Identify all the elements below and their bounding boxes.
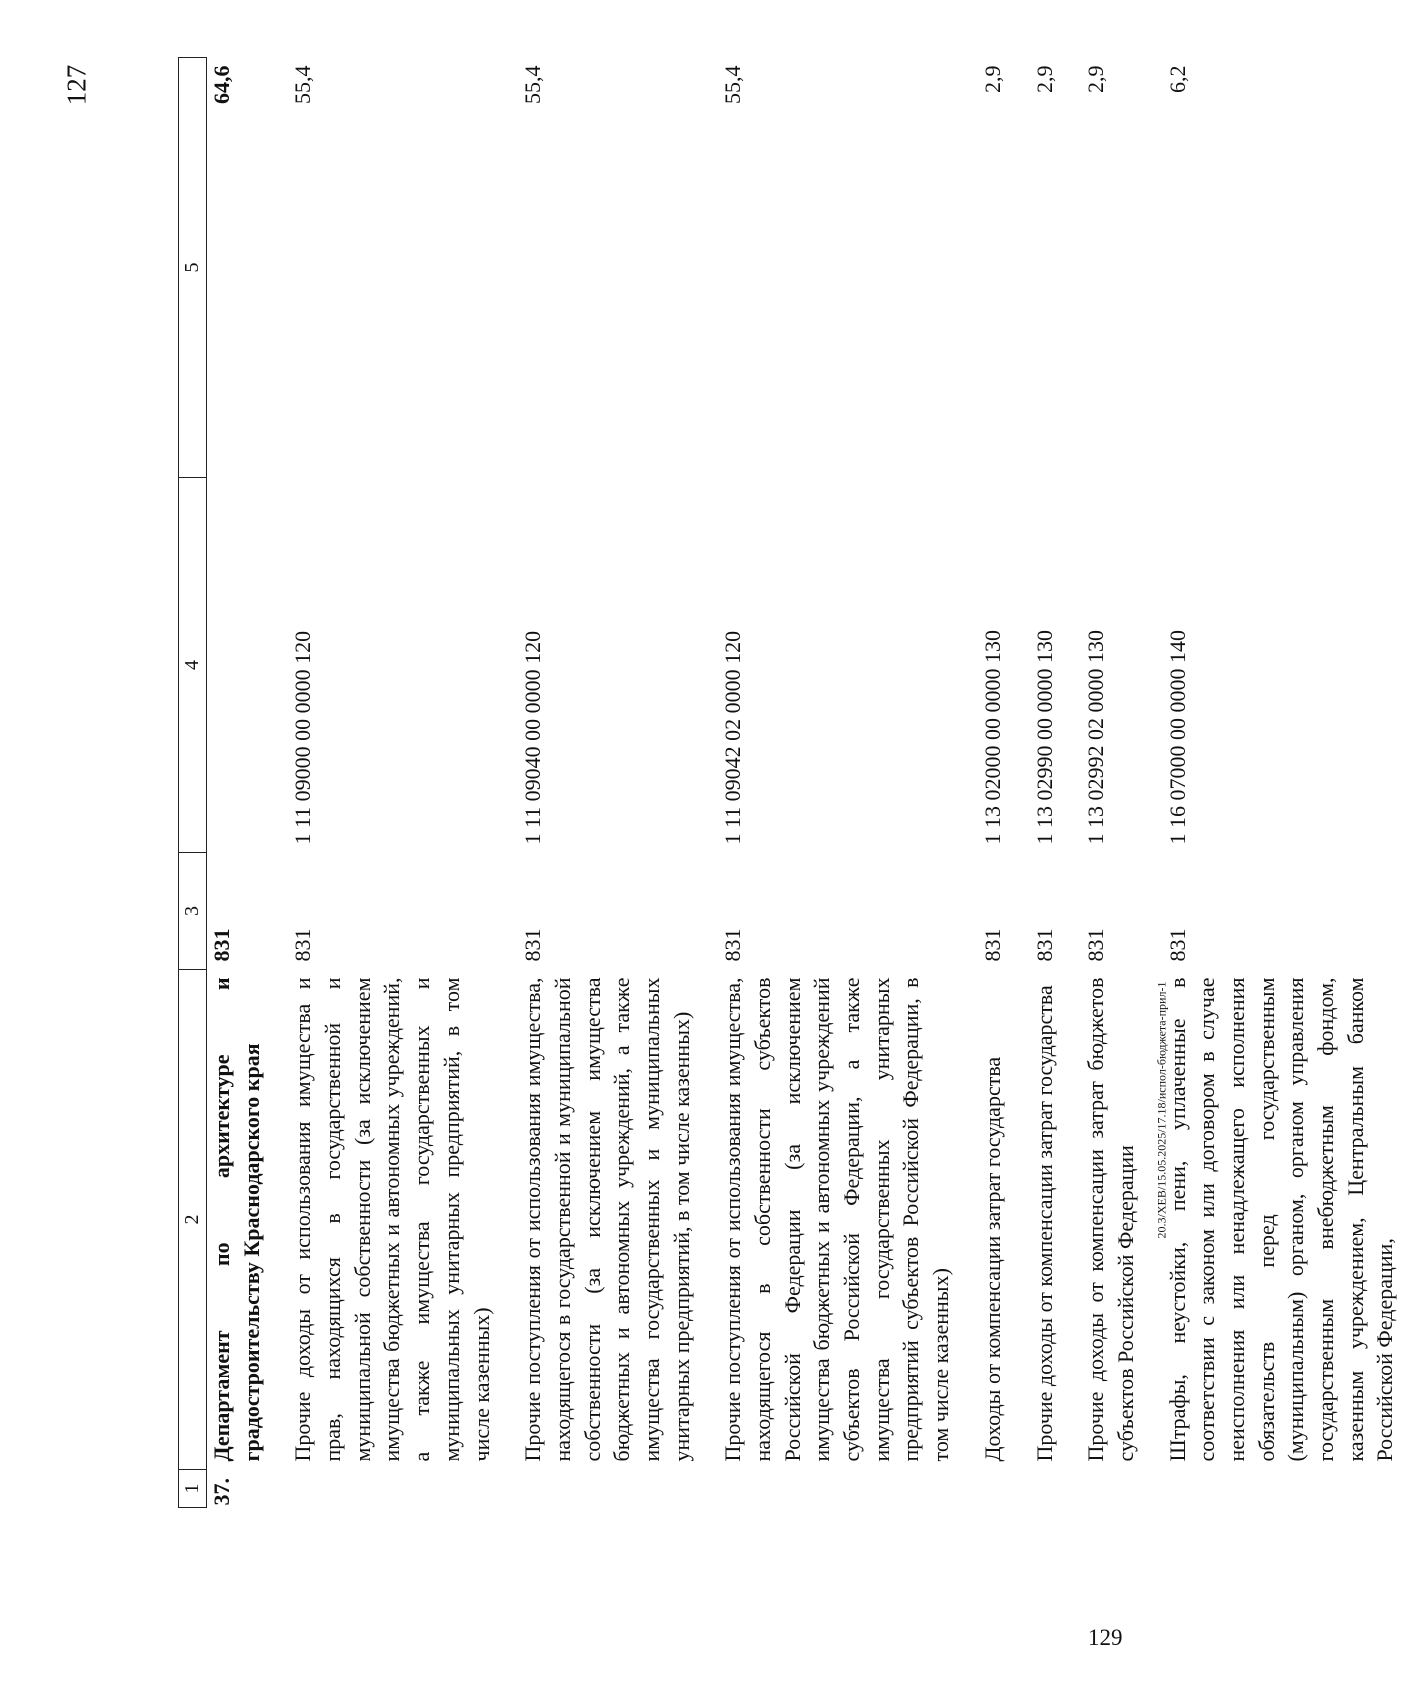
budget-classification-code: 1 11 09000 00 0000 120 [290, 630, 316, 845]
revenue-name: Прочие поступления от использования имущества, находящегося в государственной и муниципальной собственности (за исключением имущества бюджетных и автономных учреждений, а также имущества государственных и муниципальных унитарных предприятий, в том числе казенных) [520, 977, 694, 1462]
row-number [1163, 1470, 1422, 1508]
table-row [518, 58, 718, 1508]
revenue-name: Прочие доходы от компенсации затрат бюджетов субъектов Российской Федерации [1083, 977, 1138, 1462]
admin-code: 831 [1164, 928, 1190, 962]
budget-classification-code: 1 13 02990 00 0000 130 [1031, 630, 1057, 845]
column-header-4: 4 [179, 478, 207, 853]
table-row [978, 58, 1030, 1508]
admin-code: 831 [209, 928, 234, 962]
budget-classification-code: 1 13 02992 02 0000 130 [1083, 630, 1109, 845]
amount: 55,4 [290, 65, 316, 104]
row-number [518, 1470, 718, 1508]
header-row [179, 58, 207, 1508]
page-number-bottom: 129 [1088, 1625, 1123, 1650]
table-row [288, 58, 518, 1508]
revenue-table [178, 57, 1422, 1508]
revenue-name: Прочие доходы от использования имущества и прав, находящихся в государственной и муниципальной собственности (за исключением имущества бюджетных и автономных учреждений, а также имущества государственных и муниципальных унитарных предприятий, в том числе казенных) [290, 977, 494, 1462]
budget-classification-code: 1 11 09042 02 0000 120 [720, 630, 746, 845]
footer-document-code-text: 20.3/ХЕВ/15.05.2025/17.18/испол-бюджета-прил-1 [1154, 981, 1169, 1239]
footer-document-code [1152, 981, 1172, 1239]
row-number [1030, 1470, 1082, 1508]
row-number [718, 1470, 978, 1508]
table-row [1081, 58, 1162, 1508]
row-number [1081, 1470, 1162, 1508]
admin-code: 831 [720, 928, 746, 962]
budget-classification-code: 1 16 07000 00 0000 140 [1164, 630, 1190, 845]
admin-code: 831 [290, 928, 316, 962]
amount: 64,6 [209, 65, 234, 104]
revenue-name: Прочие поступления от использования имущества, находящегося в собственности субъектов Российской Федерации (за исключением имущества бюджетных и автономных учреждений субъектов Российской Федерации, а также имущества государственных унитарных предприятий субъектов Российской Федерации, в том числе казенных) [720, 977, 954, 1462]
revenue-name: Департамент по архитектуре и градостроительству Краснодарского края [209, 977, 264, 1462]
table-row [1030, 58, 1082, 1508]
column-header-2: 2 [179, 970, 207, 1470]
amount: 2,9 [979, 65, 1005, 93]
revenue-name: Доходы от компенсации затрат государства [979, 1056, 1005, 1462]
budget-classification-code: 1 11 09040 00 0000 120 [520, 630, 546, 845]
column-header-5: 5 [179, 58, 207, 478]
table-row [718, 58, 978, 1508]
admin-code: 831 [520, 928, 546, 962]
admin-code: 831 [1083, 928, 1109, 962]
column-header-3: 3 [179, 853, 207, 970]
amount: 55,4 [520, 65, 546, 104]
revenue-name: Прочие доходы от компенсации затрат государства [1031, 985, 1057, 1462]
admin-code: 831 [979, 928, 1005, 962]
amount: 2,9 [1083, 65, 1109, 93]
table-row [1163, 58, 1422, 1508]
row-number [978, 1470, 1030, 1508]
page-number-top [61, 64, 92, 106]
amount: 6,2 [1164, 65, 1190, 93]
table-row-department [207, 58, 289, 1508]
amount: 55,4 [720, 65, 746, 104]
budget-classification-code [207, 478, 289, 853]
page-number-top-text: 127 [61, 64, 92, 106]
amount: 2,9 [1031, 65, 1057, 93]
row-number: 37. [209, 1478, 234, 1506]
budget-classification-code: 1 13 02000 00 0000 130 [979, 630, 1005, 845]
column-header-1: 1 [179, 1470, 207, 1508]
revenue-name: Штрафы, неустойки, пени, уплаченные в соответствии с законом или договором в случае неисполнения или ненадлежащего исполнения обязательств перед государственным (муниципальным) органом, органом управления государственным внебюджетным фондом, казенным учреждением, Центральным банком Российской Федерации, [1164, 977, 1398, 1462]
row-number [288, 1470, 518, 1508]
admin-code: 831 [1031, 928, 1057, 962]
